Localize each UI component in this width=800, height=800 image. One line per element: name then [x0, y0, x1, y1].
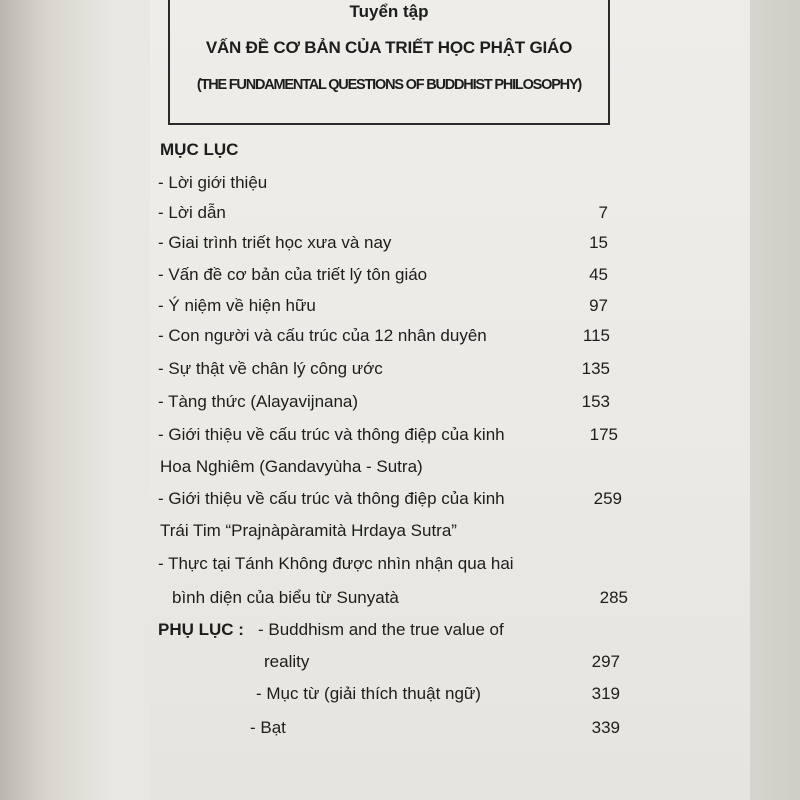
- toc-item: - Thực tại Tánh Không được nhìn nhận qua hai: [158, 554, 514, 573]
- appendix-heading: PHỤ LỤC :: [158, 620, 244, 639]
- toc-page-number: 15: [589, 233, 608, 252]
- toc-item: - Giai trình triết học xưa và nay: [158, 233, 392, 252]
- appendix-item: - Bạt: [250, 718, 286, 737]
- toc-page-number: 7: [598, 203, 608, 222]
- toc-item: - Sự thật về chân lý công ước: [158, 359, 383, 378]
- toc-item-continuation: Hoa Nghiêm (Gandavyùha - Sutra): [160, 457, 423, 476]
- appendix-page-number: 319: [591, 684, 620, 703]
- book-page: [150, 0, 750, 800]
- book-subtitle: (THE FUNDAMENTAL QUESTIONS OF BUDDHIST PHILOSOPHY): [196, 77, 582, 93]
- toc-page-number: 115: [582, 326, 610, 345]
- toc-item: - Tàng thức (Alayavijnana): [158, 392, 359, 411]
- toc-item: - Lời dẫn: [158, 203, 226, 222]
- toc-item: - Giới thiệu về cấu trúc và thông điệp của kinh: [158, 425, 505, 444]
- toc-item: - Giới thiệu về cấu trúc và thông điệp của kinh: [158, 489, 505, 508]
- appendix-item-continuation: reality: [264, 652, 310, 671]
- appendix-page-number: 297: [591, 652, 620, 671]
- toc-page-number: 97: [589, 296, 608, 315]
- appendix-page-number: 339: [591, 718, 620, 737]
- toc-page-number: 285: [599, 588, 628, 607]
- toc-heading: MỤC LỤC: [160, 140, 239, 159]
- toc-item: - Con người và cấu trúc của 12 nhân duyên: [158, 326, 487, 345]
- toc-page-number: 153: [581, 392, 610, 411]
- toc-page-number: 45: [589, 265, 608, 284]
- toc-item-continuation: Trái Tim “Prajnàpàramità Hrdaya Sutra”: [160, 521, 457, 540]
- toc-item: - Ý niệm về hiện hữu: [158, 296, 316, 315]
- toc-item-continuation: bình diện của biểu từ Sunyatà: [172, 588, 399, 607]
- book-title: VẤN ĐỀ CƠ BẢN CỦA TRIẾT HỌC PHẬT GIÁO: [205, 38, 573, 57]
- toc-page-number: 259: [593, 489, 622, 508]
- appendix-item: - Buddhism and the true value of: [258, 620, 504, 639]
- appendix-item: - Mục từ (giải thích thuật ngữ): [256, 684, 481, 703]
- toc-page-number: 175: [589, 425, 618, 444]
- toc-list: [150, 0, 750, 800]
- toc-item: - Lời giới thiệu: [158, 173, 268, 192]
- toc-item: - Vấn đề cơ bản của triết lý tôn giáo: [158, 265, 428, 284]
- toc-page-number: 135: [581, 359, 610, 378]
- collection-label: Tuyển tập: [349, 2, 429, 21]
